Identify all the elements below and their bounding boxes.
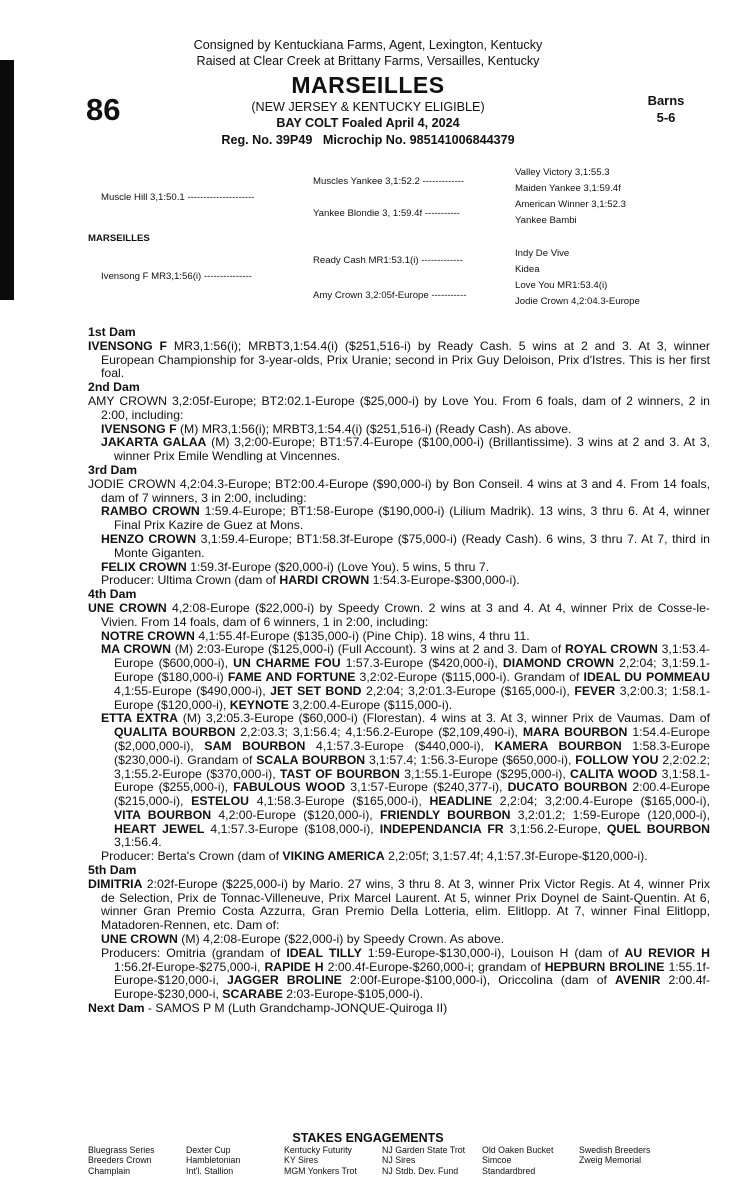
pedigree-sd-dam: Yankee Bambi — [515, 215, 577, 226]
foaling-line: BAY COLT Foaled April 4, 2024 — [276, 116, 460, 130]
stake-item: Old Oaken Bucket — [482, 1145, 554, 1155]
third-dam-paragraph: JODIE CROWN 4,2:04.3-Europe; BT2:00.4-Europe ($90,000-i) by Bon Conseil. 4 wins at 3 and 4. From 14 foals, dam of 7 winners, 3 in 2:00, including: — [88, 476, 710, 505]
first-dam-paragraph: IVENSONG F MR3,1:56(i); MRBT3,1:54.4(i) ($251,516-i) by Ready Cash. 5 wins at 2 and 3. At 3, winner European Championship for 3-year-olds, Prix Uranie; second in Prix Guy Deloison, Prix d'Istres. This is her first foal. — [88, 338, 710, 381]
stake-item: NJ Stdb. Dev. Fund — [382, 1165, 459, 1176]
fifth-dam-producers: Producers: Omitria (grandam of IDEAL TILLY 1:59-Europe-$130,000-i), Louison H (dam of AU REVIOR H 1:56.2f-Europe-$275,000-i, RAPIDE H 2:00.4f-Europe-$260,000-i; grandam of HEPBURN BROLINE 1:55.1f-Europe-$120,000-i, JAGGER BROLINE 2:00f-Europe-$100,000-i), Oriccolina (dam of AVENIR 2:00.4f-Europe-$230,000-i, SCARABE 2:03-Europe-$105,000-i). — [101, 945, 710, 1002]
pedigree-dam-dam: Amy Crown 3,2:05f-Europe ----------- — [313, 290, 467, 301]
barns-label: Barns — [647, 93, 685, 108]
stake-item: Breeders Crown — [88, 1155, 152, 1166]
fifth-dam-produce-1: UNE CROWN (M) 4,2:08-Europe ($22,000-i) by Speedy Crown. As above. — [101, 932, 505, 947]
pedigree-ss-sire: Valley Victory 3,1:55.3 — [515, 167, 610, 178]
stake-item: Simcoe — [482, 1155, 512, 1166]
stakes-col-2 — [186, 1145, 240, 1176]
stake-item: Int'l. Stallion — [186, 1165, 234, 1176]
fourth-dam-produce-1: NOTRE CROWN 4,1:55.4f-Europe ($135,000-i) (Pine Chip). 18 wins, 4 thru 11. — [101, 628, 530, 643]
fourth-dam-produce-2: MA CROWN (M) 2:03-Europe ($125,000-i) (Full Account). 3 wins at 2 and 3. Dam of ROYAL CROWN 3,1:53.4-Europe ($600,000-i), UN CHARME FOU 1:57.3-Europe ($420,000-i), DIAMOND CROWN 2,2:04; 3,1:59.1-Europe ($180,000-i) FAME AND FORTUNE 3,2:02-Europe ($115,000-i). Grandam of IDEAL DU POMMEAU 4,1:55-Europe ($490,000-i), JET SET BOND 2,2:04; 3,2:01.3-Europe ($165,000-i), FEVER 3,2:00.3; 1:58.1-Europe ($120,000-i), KEYNOTE 3,2:00.4-Europe ($115,000-i). — [101, 642, 711, 712]
stake-item: Kentucky Futurity — [284, 1145, 352, 1155]
stake-item: Standardbred — [482, 1165, 536, 1176]
stake-item: NJ Garden State Trot — [382, 1145, 466, 1155]
stake-item: NJ Sires — [382, 1155, 416, 1166]
next-dam-text: - SAMOS P M (Luth Grandchamp-JONQUE-Quiroga II) — [144, 1001, 448, 1016]
third-dam-produce-3: FELIX CROWN 1:59.3f-Europe ($20,000-i) (Love You). 5 wins, 5 thru 7. — [101, 559, 490, 574]
stake-item: Zweig Memorial — [579, 1155, 642, 1166]
stakes-col-5 — [482, 1145, 553, 1176]
eligibility-line: (NEW JERSEY & KENTUCKY ELIGIBLE) — [251, 100, 485, 114]
raised-at-line: Raised at Clear Creek at Brittany Farms, Versailles, Kentucky — [196, 54, 540, 68]
barns-value: 5-6 — [656, 110, 676, 125]
stake-item: Bluegrass Series — [88, 1145, 155, 1155]
pedigree-ss-dam: Maiden Yankee 3,1:59.4f — [515, 183, 621, 194]
horse-name-title: MARSEILLES — [291, 72, 445, 98]
pedigree-sire-dam: Yankee Blondie 3, 1:59.4f ----------- — [313, 208, 460, 219]
pedigree-sd-sire: American Winner 3,1:52.3 — [515, 199, 626, 210]
stake-item: Champlain — [88, 1165, 131, 1176]
second-dam-paragraph: AMY CROWN 3,2:05f-Europe; BT2:02.1-Europe ($25,000-i) by Love You. From 6 foals, dam of 2 winners, 2 in 2:00, including: — [88, 393, 710, 422]
stake-item: KY Sires — [284, 1155, 319, 1166]
next-dam-line — [88, 1002, 710, 1016]
consignor-line: Consigned by Kentuckiana Farms, Agent, Lexington, Kentucky — [193, 38, 543, 52]
pedigree-ds-sire: Indy De Vive — [515, 248, 570, 259]
stake-item: Hambletonian — [186, 1155, 241, 1166]
stake-item: Dexter Cup — [186, 1145, 231, 1155]
second-dam-heading: 2nd Dam — [88, 380, 140, 395]
stakes-col-3 — [284, 1145, 357, 1176]
third-dam-heading: 3rd Dam — [88, 462, 138, 477]
fourth-dam-producer: Producer: Berta's Crown (dam of VIKING AMERICA 2,2:05f; 3,1:57.4f; 4,1:57.3f-Europe-$120,000-i). — [101, 849, 648, 864]
pedigree-dd-sire: Love You MR1:53.4(i) — [515, 280, 608, 291]
second-dam-produce-2: JAKARTA GALAA (M) 3,2:00-Europe; BT1:57.4-Europe ($100,000-i) (Brillantissime). 3 wins at 2 and 3. At 3, winner Prix Emile Wendling at Vincennes. — [101, 435, 710, 464]
barns-block — [634, 92, 698, 126]
third-dam-produce-2: HENZO CROWN 3,1:59.4-Europe; BT1:58.3f-Europe ($75,000-i) (Ready Cash). 6 wins, 3 thru 7. At 7, third in Monte Giganten. — [101, 531, 710, 560]
pedigree-sire: Muscle Hill 3,1:50.1 --------------------- — [101, 192, 255, 203]
pedigree-horse: MARSEILLES — [88, 233, 150, 244]
pedigree-sire-sire: Muscles Yankee 3,1:52.2 ------------- — [313, 176, 465, 187]
pedigree-dam: Ivensong F MR3,1:56(i) --------------- — [101, 271, 252, 282]
pedigree-dam-sire: Ready Cash MR1:53.1(i) ------------- — [313, 255, 463, 266]
fifth-dam-heading: 5th Dam — [88, 863, 137, 878]
hip-number: 86 — [86, 92, 121, 127]
fourth-dam-paragraph: UNE CROWN 4,2:08-Europe ($22,000-i) by Speedy Crown. 2 wins at 3 and 4. At 4, winner Prix de Cosse-le-Vivien. From 14 foals, dam of 6 winners, 1 in 2:00, including: — [88, 600, 710, 629]
third-dam-produce-1: RAMBO CROWN 1:59.4-Europe; BT1:58-Europe ($190,000-i) (Lilium Madrik). 13 wins, 3 thru 6. At 4, winner Final Prix Kazire de Guez at Mons. — [101, 504, 710, 533]
stake-item: Swedish Breeders — [579, 1145, 651, 1155]
pedigree-dd-dam: Jodie Crown 4,2:04.3-Europe — [515, 296, 640, 307]
fourth-dam-heading: 4th Dam — [88, 587, 137, 602]
pedigree-ds-dam: Kidea — [515, 264, 540, 275]
second-dam-produce-1: IVENSONG F (M) MR3,1:56(i); MRBT3,1:54.4(i) ($251,516-i) (Ready Cash). As above. — [101, 421, 572, 436]
fourth-dam-produce-3: ETTA EXTRA (M) 3,2:05.3-Europe ($60,000-i) (Florestan). 4 wins at 3. At 3, winner Prix de Vaumas. Dam of QUALITA BOURBON 2,2:03.3; 3,1:56.4; 4,1:56.2-Europe ($2,109,490-i), MARA BOURBON 1:54.4-Europe ($2,000,000-i), SAM BOURBON 4,1:57.3-Europe ($440,000-i), KAMERA BOURBON 1:58.3-Europe ($230,000-i). Grandam of SCALA BOURBON 3,1:57.4; 1:56.3-Europe ($650,000-i), FOLLOW YOU 2,2:02.2; 3,1:55.2-Europe ($370,000-i), TAST OF BOURBON 3,1:55.1-Europe ($295,000-i), CALITA WOOD 3,1:58.1-Europe ($255,000-i), FABULOUS WOOD 3,1:57-Europe ($240,377-i), DUCATO BOURBON 2:00.4-Europe ($215,000-i), ESTELOU 4,1:58.3-Europe ($165,000-i), HEADLINE 2,2:04; 3,2:00.4-Europe ($165,000-i), VITA BOURBON 4,2:00-Europe ($120,000-i), FRIENDLY BOURBON 3,2:01.2; 1:59-Europe (120,000-i), HEART JEWEL 4,1:57.3-Europe ($108,000-i), INDEPENDANCIA FR 3,1:56.2-Europe, QUEL BOURBON 3,1:56.4. — [101, 711, 710, 850]
stake-item: MGM Yonkers Trot — [284, 1165, 357, 1176]
fifth-dam-paragraph: DIMITRIA 2:02f-Europe ($225,000-i) by Mario. 27 wins, 3 thru 8. At 3, winner Prix Victor Regis. At 4, winner Prix de Selection, Prix de Tonnac-Villeneuve, Prix Marcel Laurent. At 5, winner Prix Doynel de Saint-Quentin. At 6, winner Gran Premio Costa Azzurra, Gran Premio Della Lotteria, elim. Elitlopp. At 7, winner Final Elitlopp, Matadoren-Rennen, etc. Dam of: — [88, 876, 710, 933]
stakes-col-1 — [88, 1145, 155, 1176]
first-dam-heading: 1st Dam — [88, 325, 136, 339]
registration-line: Reg. No. 39P49 Microchip No. 985141006844379 — [221, 133, 515, 147]
third-dam-producer: Producer: Ultima Crown (dam of HARDI CROWN 1:54.3-Europe-$300,000-i). — [101, 573, 520, 588]
next-dam-label: Next Dam — [88, 1001, 145, 1016]
female-family-section — [88, 326, 710, 1016]
stakes-col-4 — [382, 1145, 465, 1176]
stakes-engagements-title: STAKES ENGAGEMENTS — [292, 1131, 444, 1145]
stakes-col-6 — [579, 1145, 650, 1166]
